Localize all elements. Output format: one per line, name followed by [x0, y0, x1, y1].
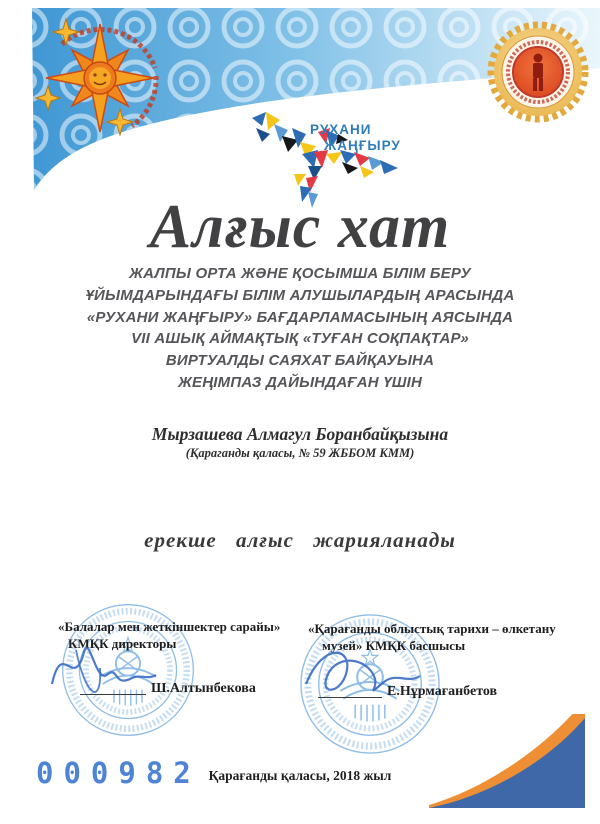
- body-line: ВИРТУАЛДЫ САЯХАТ БАЙҚАУЫНА: [165, 352, 435, 370]
- body-line: ЖЕҢІМПАЗ ДАЙЫНДАҒАН ҮШІН: [177, 373, 423, 391]
- certificate-body: [0, 263, 600, 394]
- sun-star-emblem-icon: [28, 10, 163, 145]
- left-signature-line: [80, 694, 146, 695]
- award-statement: ерекше алғыс жарияланады: [144, 528, 456, 552]
- left-signer-name: Ш.Алтынбекова: [151, 681, 256, 696]
- right-org-line1: «Қарағанды облыстық тарихи – өлкетану: [308, 621, 556, 636]
- left-org-line1: «Балалар мен жеткіншектер сарайы»: [58, 619, 281, 634]
- right-org-line2: музей» КМҚК басшысы: [322, 638, 466, 653]
- program-logo-line2: ЖАҢҒЫРУ: [324, 138, 401, 153]
- serial-number: 000982: [36, 756, 201, 790]
- corner-wedge-icon: [429, 714, 585, 808]
- certificate-title: Алғыс хат: [149, 193, 451, 261]
- right-signer-name: Е.Нұрмағанбетов: [387, 684, 498, 699]
- recipient-name: Мырзашева Алмагул Боранбайқызына: [151, 424, 449, 444]
- program-logo-line1: РУХАНИ: [310, 122, 372, 137]
- footer-city-year: Қарағанды қаласы, 2018 жыл: [208, 768, 392, 783]
- left-signature-icon: [44, 628, 164, 703]
- body-line: ҰЙЫМДАРЫНДАҒЫ БІЛІМ АЛУШЫЛАРДЫҢ АРАСЫНДА: [85, 286, 515, 304]
- program-logo-wordmark: [310, 122, 401, 154]
- museum-gold-seal-icon: [486, 20, 590, 124]
- left-org-line2: КМҚК директоры: [68, 636, 177, 651]
- body-line: ЖАЛПЫ ОРТА ЖӘНЕ ҚОСЫМША БІЛІМ БЕРУ: [129, 265, 471, 282]
- body-line: «РУХАНИ ЖАҢҒЫРУ» БАҒДАРЛАМАСЫНЫҢ АЯСЫНДА: [86, 308, 514, 326]
- right-signature-line: [318, 697, 382, 698]
- body-line: VII АШЫҚ АЙМАҚТЫҚ «ТУҒАН СОҚПАҚТАР»: [131, 330, 469, 348]
- recipient-details: (Қараганды қаласы, № 59 ЖББОМ КММ): [185, 446, 415, 460]
